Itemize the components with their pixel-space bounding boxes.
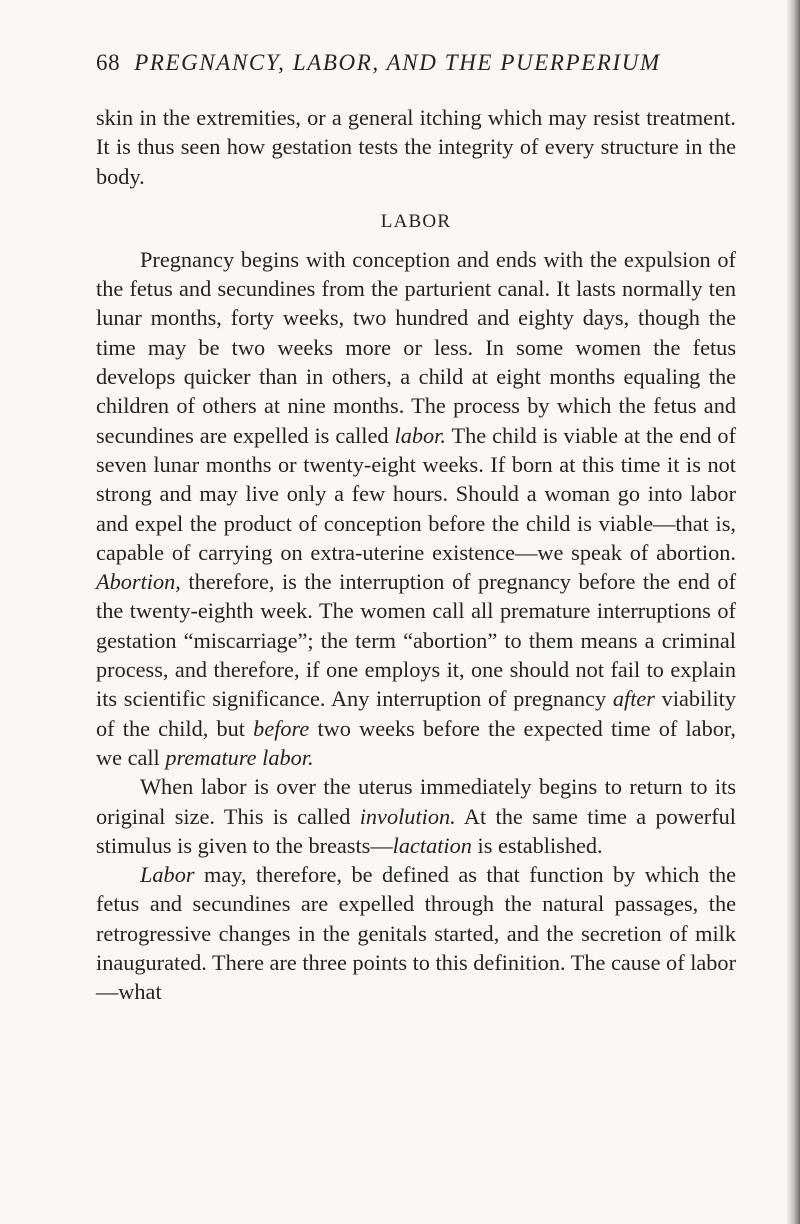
paragraph-3 [96, 772, 736, 860]
p4-text-a: may, therefore, be defined as that function by which the fetus and secundines are expelled through the natural passages, the retrogressive changes in the genitals started, and the secretion of milk inaugurated. There are three points to this definition. The cause of labor—what [96, 862, 737, 1005]
page-number: 68 [96, 50, 121, 75]
p2-text-d: viability of the child, but [96, 686, 737, 741]
running-title: PREGNANCY, LABOR, AND THE PUERPERIUM [134, 50, 661, 75]
p3-text-a: When labor is over the uterus immediately begins to return to its original size. This is called [96, 774, 736, 829]
p2-text-e: two weeks before the expected time of labor, we call [96, 715, 736, 770]
running-header [96, 50, 736, 76]
p4-emphasis-labor: Labor [140, 862, 195, 888]
paragraph-2 [96, 245, 736, 772]
p2-emphasis-labor: labor. [394, 422, 446, 448]
p2-emphasis-after: after [612, 686, 655, 712]
paragraph-1-text: skin in the extremities, or a general itching which may resist treatment. It is thus seen how gestation tests the integrity of every structure in the body. [96, 105, 736, 189]
p2-text-b: The child is viable at the end of seven lunar months or twenty-eight weeks. If born at this time it is not strong and may live only a few hours. Should a woman go into labor and expel the product of conception before the child is viable—that is, capable of carrying on extra-uterine existence—we speak of abortion. [96, 422, 737, 565]
paragraph-continuation [96, 103, 736, 191]
section-heading-labor: LABOR [380, 210, 452, 232]
paragraph-4 [96, 860, 736, 1006]
p2-emphasis-abortion: Abortion, [96, 569, 181, 595]
p3-emphasis-lactation: lactation [392, 832, 472, 858]
p3-emphasis-involution: involution. [359, 803, 456, 829]
p2-text-c: therefore, is the interruption of pregnancy before the end of the twenty-eighth week. The women call all premature interruptions of gestation “miscarriage”; the term “abortion” to them means a criminal process, and therefore, if one employs it, one should not fail to explain its scientific significance. Any interruption of pregnancy [96, 569, 736, 712]
body-text [96, 103, 736, 1007]
p2-text-a: Pregnancy begins with conception and ends with the expulsion of the fetus and secundines from the parturient canal. It lasts normally ten lunar months, forty weeks, two hundred and eighty days, though the time may be two weeks more or less. In some women the fetus develops quicker than in others, a child at eight months equaling the children of others at nine months. The process by which the fetus and secundines are expelled is called [96, 246, 736, 448]
p2-emphasis-before: before [253, 715, 310, 741]
p3-text-c: is established. [471, 832, 603, 858]
page-edge-shadow [786, 0, 800, 1224]
p3-text-b: At the same time a powerful stimulus is given to the breasts— [96, 803, 736, 858]
p2-emphasis-premature-labor: premature labor. [165, 744, 314, 770]
